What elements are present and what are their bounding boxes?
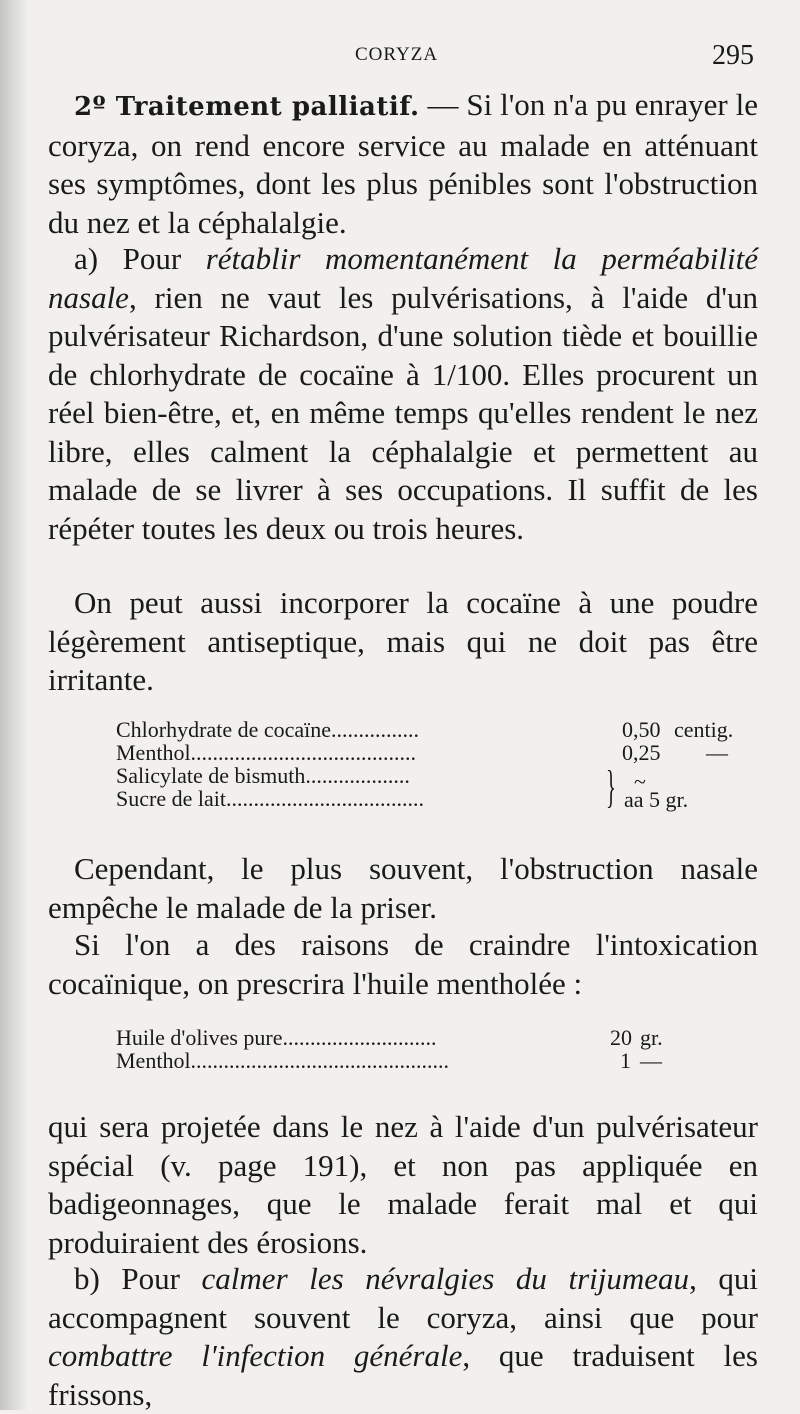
page-header [0, 40, 800, 80]
formula-ingredient: Menthol......................................... [116, 740, 417, 765]
paragraph-text: , rien ne vaut les pulvérisations, à l'aide d'un pulvérisateur Richardson, d'une solution tiède et bouillie de chlorhydrate de cocaïne à 1/100. Elles procurent un réel bien-être, et, en même temps qu'elles rendent le nez libre, elles calment la céphalalgie et permettent au malade de se livrer à ses occupations. Il suffit de les répéter toutes les deux ou trois heures. [48, 279, 758, 546]
formula-aa-quantity: aa 5 gr. [624, 787, 689, 812]
formula-unit: gr. [640, 1025, 663, 1050]
formula-quantity: 0,50 [622, 717, 661, 742]
formula-row [116, 741, 756, 764]
formula-huile-mentholee [116, 1026, 756, 1072]
formula-quantity: 0,25 [622, 740, 661, 765]
italic-phrase: combattre l'infection générale [48, 1338, 463, 1373]
page-number: 295 [712, 40, 754, 71]
formula-row [116, 718, 756, 741]
page-edge-shadow [0, 0, 28, 1410]
formula-unit: — [706, 740, 728, 765]
formula-ingredient: Sucre de lait.................................... [116, 786, 424, 811]
paragraph-a-permeabilite [48, 240, 758, 548]
formula-ingredient: Menthol............................................... [116, 1048, 450, 1073]
paragraph-poudre [48, 584, 758, 700]
paragraph-pulverisateur [48, 1108, 758, 1262]
formula-quantity: 1 [620, 1048, 631, 1073]
paragraph-text: , qui accompagnent souvent le coryza, ainsi que pour [48, 1261, 759, 1335]
paragraph-traitement-palliatif [48, 86, 758, 242]
formula-row [116, 764, 756, 787]
formula-unit: centig. [674, 717, 734, 742]
item-label: a) Pour [74, 241, 206, 276]
formula-quantity: 20 [610, 1025, 632, 1050]
paragraph-text: qui sera projetée dans le nez à l'aide d'un pulvérisateur spécial (v. page 191), et non pas appliquée en badigeonnages, que le malade ferait mal et qui produiraient des érosions. [48, 1109, 758, 1260]
paragraph-text: Si l'on a des raisons de craindre l'intoxication cocaïnique, on prescrira l'huile mentholée : [48, 927, 758, 1001]
section-heading: 2º Traitement palliatif. [74, 92, 420, 122]
formula-poudre [116, 718, 756, 810]
paragraph-text: — Si l'on n'a pu enrayer le coryza, on rend encore service au malade en atténuant ses symptômes, dont les plus pénibles sont l'obstruction du nez et la céphalalgie. [48, 87, 758, 240]
formula-tilde: ~ [634, 769, 646, 794]
formula-ingredient: Salicylate de bismuth................... [116, 763, 410, 788]
paragraph-b-nevralgies [48, 1260, 758, 1414]
formula-row [116, 1026, 756, 1049]
paragraph-text: , que traduisent les frissons, [48, 1338, 758, 1412]
formula-row [116, 1049, 756, 1072]
italic-phrase: rétablir momentanément la perméabilité nasale [48, 241, 758, 315]
paragraph-text: Cependant, le plus souvent, l'obstruction nasale empêche le malade de la priser. [48, 851, 758, 925]
italic-phrase: calmer les névralgies du trijumeau [201, 1261, 690, 1296]
paragraph-intoxication [48, 926, 758, 1003]
paragraph-cependant [48, 850, 758, 927]
formula-ingredient: Huile d'olives pure............................ [116, 1025, 437, 1050]
formula-brace: } [606, 761, 616, 812]
paragraph-text: On peut aussi incorporer la cocaïne à une poudre légèrement antiseptique, mais qui ne doit pas être irritante. [48, 585, 758, 697]
running-title: CORYZA [355, 44, 439, 65]
formula-ingredient: Chlorhydrate de cocaïne................ [116, 717, 420, 742]
item-label: b) Pour [74, 1261, 202, 1296]
formula-unit: — [640, 1048, 662, 1073]
